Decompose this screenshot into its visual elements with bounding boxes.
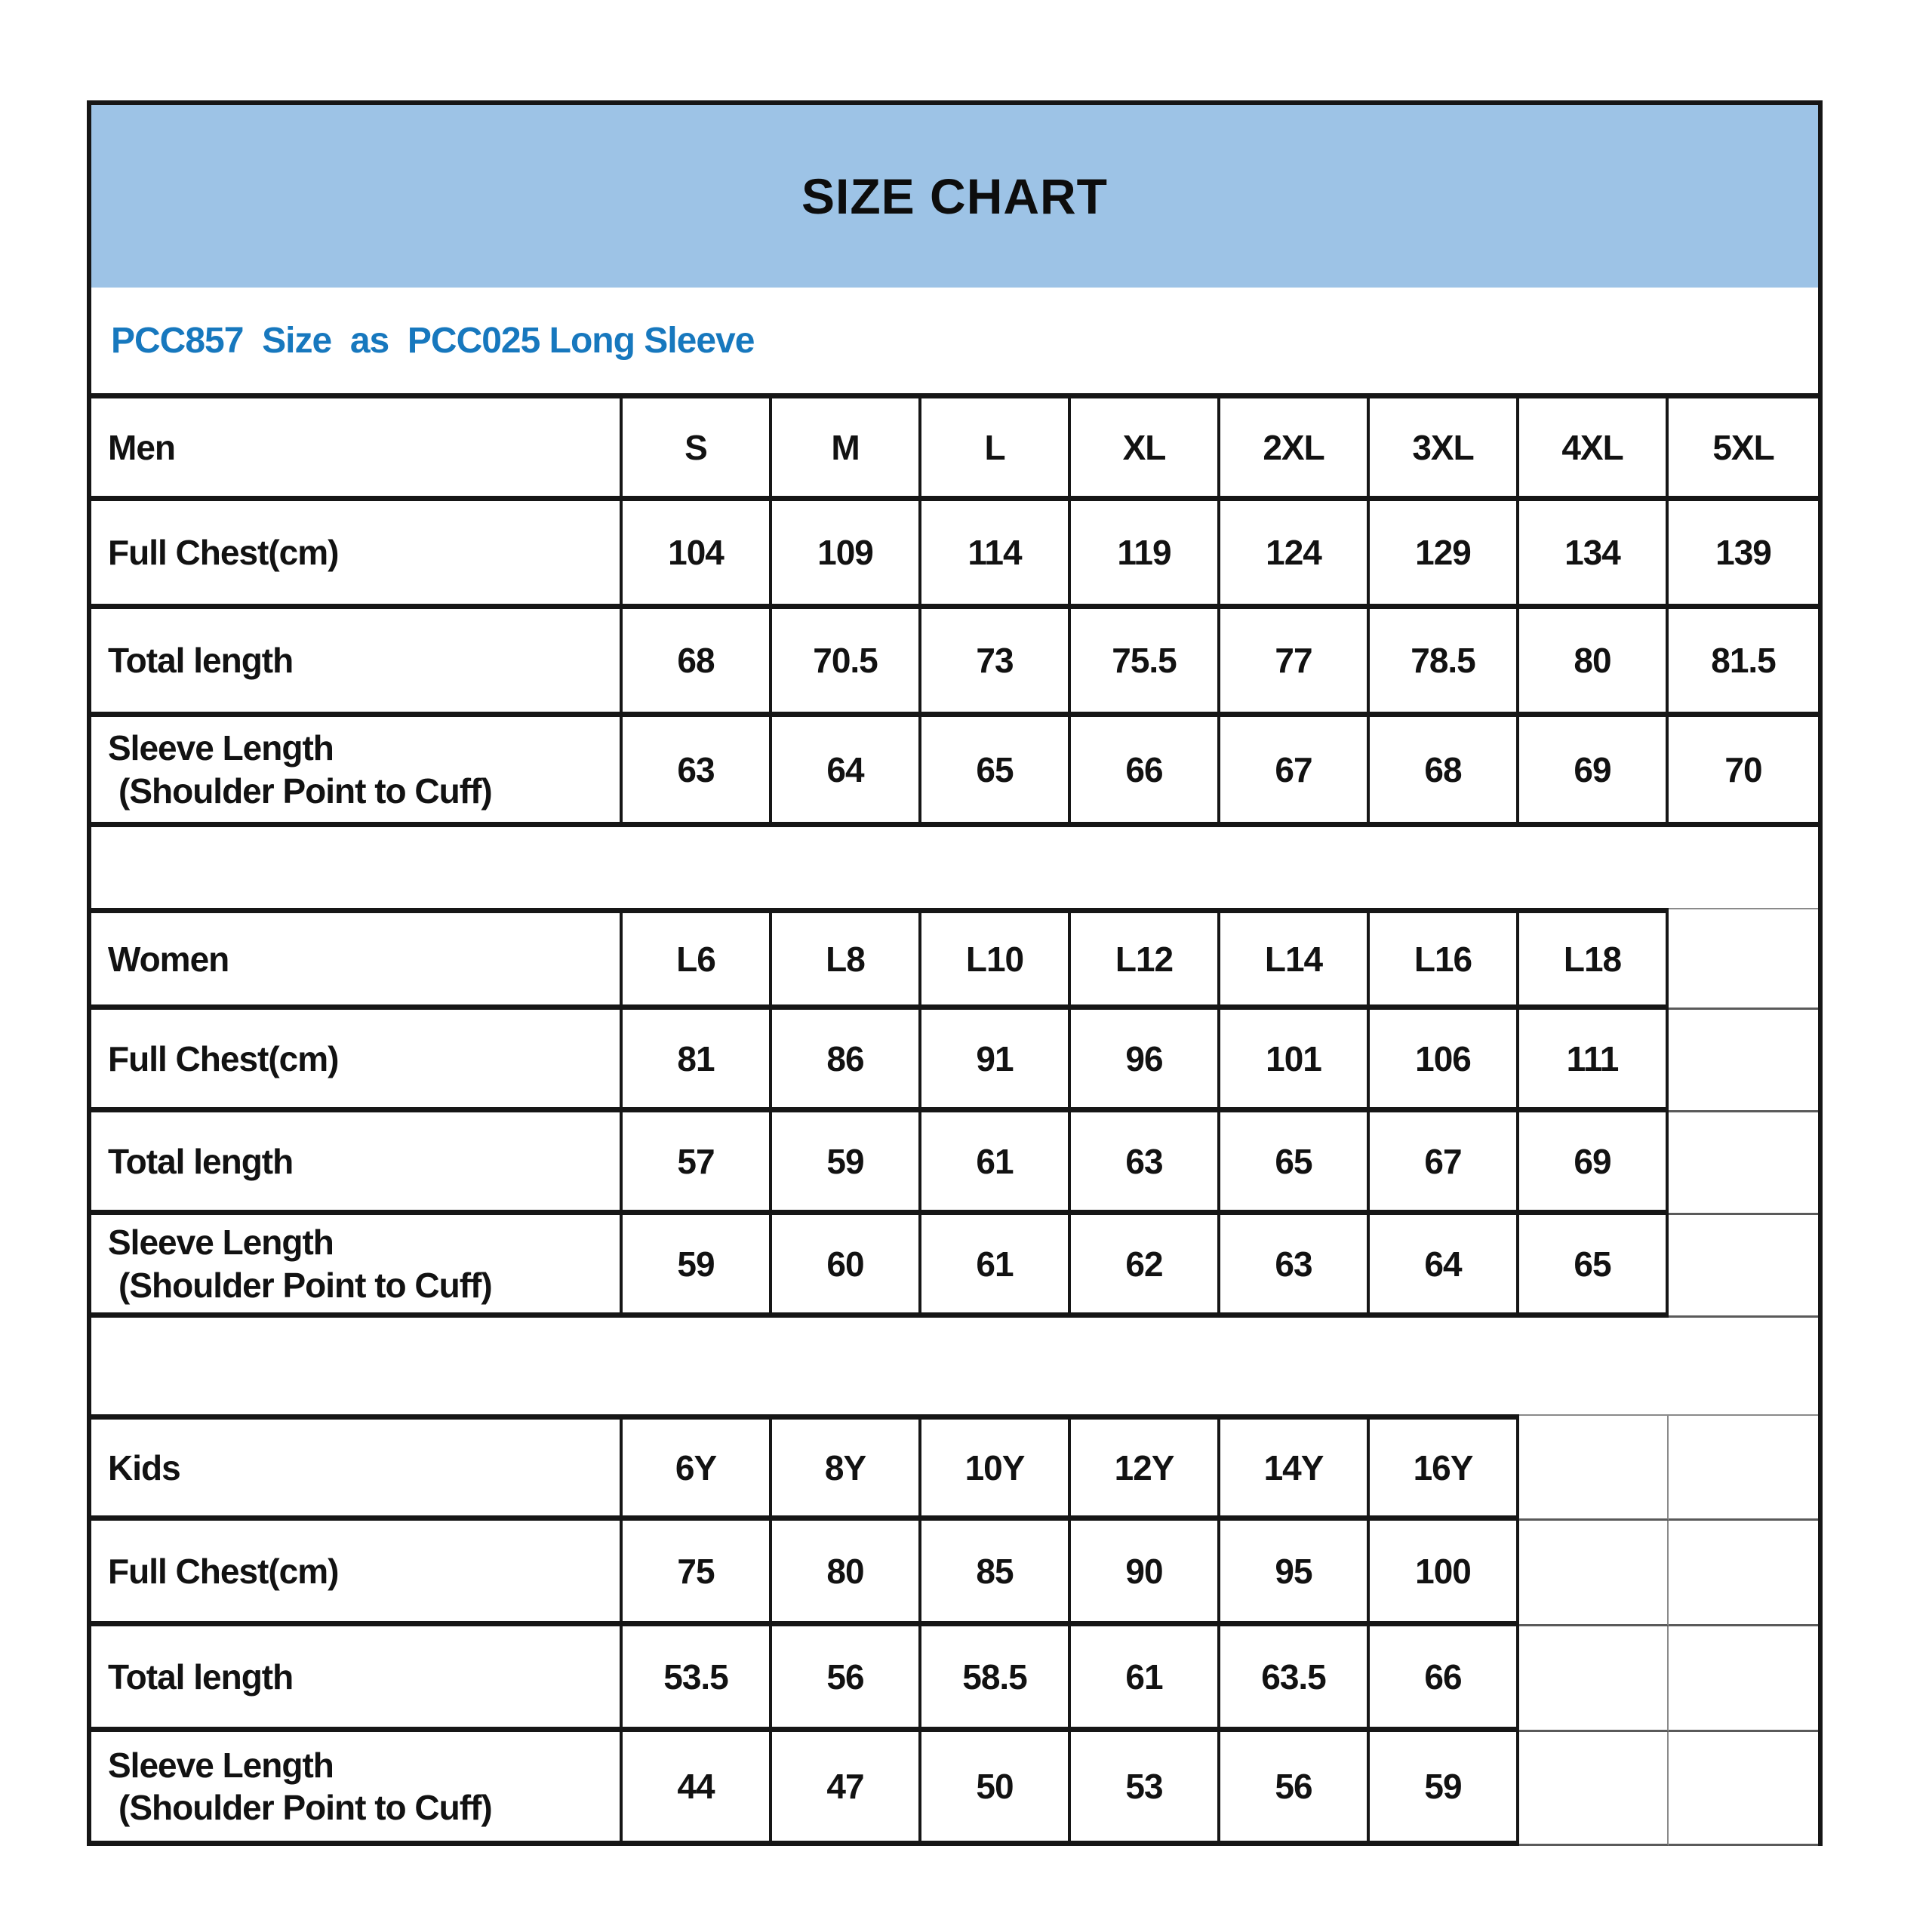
row-label: Full Chest(cm) — [91, 1010, 623, 1112]
value-cell: 81.5 — [1669, 609, 1818, 717]
empty-cell — [1669, 1732, 1818, 1846]
value-cell: 86 — [772, 1010, 921, 1112]
value-cell: 75.5 — [1071, 609, 1220, 717]
table-spacer — [91, 827, 1818, 908]
value-cell: 95 — [1220, 1521, 1370, 1626]
empty-cell — [1669, 908, 1818, 1010]
row-label: Total length — [91, 1626, 623, 1732]
value-cell: 44 — [623, 1732, 772, 1846]
empty-cell — [1519, 1732, 1669, 1846]
value-cell: 134 — [1519, 501, 1669, 609]
value-cell: 73 — [921, 609, 1071, 717]
value-cell: 61 — [921, 1112, 1071, 1215]
value-cell: 80 — [1519, 609, 1669, 717]
value-cell: 66 — [1071, 717, 1220, 827]
value-cell: 65 — [921, 717, 1071, 827]
value-cell: 47 — [772, 1732, 921, 1846]
value-cell: 80 — [772, 1521, 921, 1626]
value-cell: 63.5 — [1220, 1626, 1370, 1732]
value-cell: 129 — [1370, 501, 1519, 609]
value-cell: 68 — [1370, 717, 1519, 827]
row-label: Full Chest(cm) — [91, 1521, 623, 1626]
group-label: Kids — [91, 1414, 623, 1521]
value-cell: 65 — [1220, 1112, 1370, 1215]
row-label: Full Chest(cm) — [91, 501, 623, 609]
size-header-cell: L8 — [772, 908, 921, 1010]
men-table — [91, 393, 1818, 827]
row-label — [91, 1732, 623, 1846]
value-cell: 63 — [623, 717, 772, 827]
empty-cell — [1519, 1414, 1669, 1521]
value-cell: 81 — [623, 1010, 772, 1112]
size-header-cell: 4XL — [1519, 393, 1669, 501]
row-label-line2: (Shoulder Point to Cuff) — [118, 1788, 492, 1827]
value-cell: 77 — [1220, 609, 1370, 717]
value-cell: 57 — [623, 1112, 772, 1215]
value-cell: 91 — [921, 1010, 1071, 1112]
kids-table — [91, 1414, 1818, 1846]
row-label-line2: (Shoulder Point to Cuff) — [118, 771, 492, 811]
row-label-line1: Sleeve Length — [108, 1745, 334, 1785]
value-cell: 119 — [1071, 501, 1220, 609]
value-cell: 62 — [1071, 1215, 1220, 1318]
value-cell: 69 — [1519, 1112, 1669, 1215]
value-cell: 85 — [921, 1521, 1071, 1626]
group-label: Women — [91, 908, 623, 1010]
empty-cell — [1669, 1112, 1818, 1215]
size-header-cell: 8Y — [772, 1414, 921, 1521]
value-cell: 65 — [1519, 1215, 1669, 1318]
size-header-cell: 5XL — [1669, 393, 1818, 501]
value-cell: 111 — [1519, 1010, 1669, 1112]
value-cell: 67 — [1220, 717, 1370, 827]
table-spacer — [91, 1318, 1818, 1414]
value-cell: 106 — [1370, 1010, 1519, 1112]
value-cell: 50 — [921, 1732, 1071, 1846]
value-cell: 78.5 — [1370, 609, 1519, 717]
value-cell: 53.5 — [623, 1626, 772, 1732]
empty-cell — [1519, 1626, 1669, 1732]
product-note-row — [91, 288, 1818, 393]
size-header-cell: L18 — [1519, 908, 1669, 1010]
women-table — [91, 908, 1818, 1318]
size-header-cell: 14Y — [1220, 1414, 1370, 1521]
size-header-cell: 6Y — [623, 1414, 772, 1521]
product-note: PCC857 Size as PCC025 Long Sleeve — [111, 320, 755, 361]
size-header-cell: L6 — [623, 908, 772, 1010]
empty-cell — [1519, 1521, 1669, 1626]
row-label-line1: Sleeve Length — [108, 1223, 334, 1263]
size-chart-sheet — [87, 100, 1823, 1846]
value-cell: 109 — [772, 501, 921, 609]
value-cell: 70.5 — [772, 609, 921, 717]
value-cell: 53 — [1071, 1732, 1220, 1846]
value-cell: 96 — [1071, 1010, 1220, 1112]
size-header-cell: L12 — [1071, 908, 1220, 1010]
value-cell: 139 — [1669, 501, 1818, 609]
value-cell: 61 — [1071, 1626, 1220, 1732]
value-cell: 90 — [1071, 1521, 1220, 1626]
size-header-cell: XL — [1071, 393, 1220, 501]
row-label — [91, 717, 623, 827]
value-cell: 124 — [1220, 501, 1370, 609]
group-label: Men — [91, 393, 623, 501]
value-cell: 66 — [1370, 1626, 1519, 1732]
value-cell: 114 — [921, 501, 1071, 609]
size-header-cell: L — [921, 393, 1071, 501]
value-cell: 75 — [623, 1521, 772, 1626]
row-label — [91, 1215, 623, 1318]
row-label-line1: Sleeve Length — [108, 728, 334, 768]
empty-cell — [1669, 1010, 1818, 1112]
empty-cell — [1669, 1521, 1818, 1626]
empty-cell — [1669, 1626, 1818, 1732]
size-chart-banner — [91, 105, 1818, 288]
value-cell: 56 — [772, 1626, 921, 1732]
size-header-cell: 12Y — [1071, 1414, 1220, 1521]
value-cell: 67 — [1370, 1112, 1519, 1215]
value-cell: 63 — [1071, 1112, 1220, 1215]
size-header-cell: 3XL — [1370, 393, 1519, 501]
value-cell: 64 — [1370, 1215, 1519, 1318]
value-cell: 70 — [1669, 717, 1818, 827]
size-header-cell: M — [772, 393, 921, 501]
value-cell: 58.5 — [921, 1626, 1071, 1732]
value-cell: 59 — [623, 1215, 772, 1318]
size-header-cell: S — [623, 393, 772, 501]
empty-cell — [1669, 1414, 1818, 1521]
value-cell: 69 — [1519, 717, 1669, 827]
size-chart-title: SIZE CHART — [801, 168, 1108, 224]
value-cell: 68 — [623, 609, 772, 717]
empty-cell — [1669, 1215, 1818, 1318]
value-cell: 60 — [772, 1215, 921, 1318]
value-cell: 59 — [772, 1112, 921, 1215]
value-cell: 104 — [623, 501, 772, 609]
size-header-cell: 10Y — [921, 1414, 1071, 1521]
value-cell: 100 — [1370, 1521, 1519, 1626]
size-header-cell: 2XL — [1220, 393, 1370, 501]
size-header-cell: L16 — [1370, 908, 1519, 1010]
size-header-cell: 16Y — [1370, 1414, 1519, 1521]
row-label: Total length — [91, 609, 623, 717]
value-cell: 64 — [772, 717, 921, 827]
value-cell: 61 — [921, 1215, 1071, 1318]
value-cell: 63 — [1220, 1215, 1370, 1318]
value-cell: 59 — [1370, 1732, 1519, 1846]
value-cell: 101 — [1220, 1010, 1370, 1112]
row-label: Total length — [91, 1112, 623, 1215]
value-cell: 56 — [1220, 1732, 1370, 1846]
row-label-line2: (Shoulder Point to Cuff) — [118, 1265, 492, 1305]
size-header-cell: L10 — [921, 908, 1071, 1010]
size-header-cell: L14 — [1220, 908, 1370, 1010]
